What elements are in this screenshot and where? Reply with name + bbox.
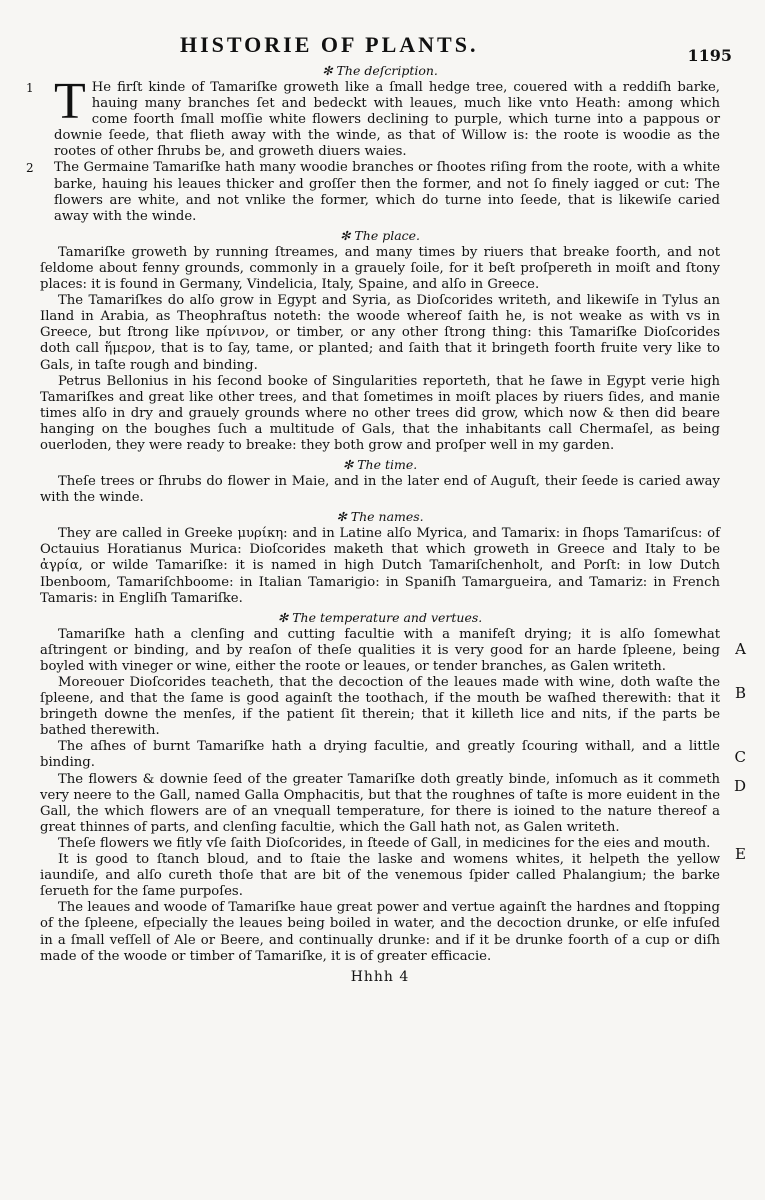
virtues-paragraph-d2: Theſe flowers we fitly vſe ſaith Dioſcorides, in ſteede of Gall, in medicines for the eies and mouth.: [58, 835, 711, 851]
time-paragraph-1: Theſe trees or ſhrubs do flower in Maie, and in the later end of Auguſt, their ſeede is caried away with the winde.: [40, 474, 720, 506]
description-paragraph-2: [26, 160, 720, 224]
heading-place: ✻ The place.: [339, 227, 421, 243]
virtues-paragraph-c: [40, 739, 746, 771]
names-paragraph-1: They are called in Greeke μυρίκη: and in Latine alſo Myrica, and Tamarix: in ſhops Tamariſcus: of Octauius Horatianus Murica: Dioſcorides maketh that which groweth in Greece and Italy to be ἀγρία, or wilde Tamariſke: it is named in high Dutch Tamariſchenholt, and Porſt: in low Dutch Ibenboom, Tamariſchboome: in Italian Tamarigio: in Spaniſh Tamargueira, and Tamariz: in French Tamaris: in Engliſh Tamariſke.: [40, 526, 720, 606]
paragraph-text: He firſt kinde of Tamariſke groweth like a ſmall hedge tree, couered with a reddiſh barke, hauing many branches ſet and bedeckt with leaues, much like vnto Heath: among which come foorth ſmall moſſie white flowers declining to purple, which turne into a pappous or downie ſeede, that flieth away with the winde, as that of Willow is: the roote is woodie as the rootes of other ſhrubs be, and groweth diuers waies.: [54, 80, 720, 160]
virtues-paragraph-d: [40, 771, 746, 836]
page: [26, 28, 746, 985]
paragraph-text: Moreouer Dioſcorides teacheth, that the decoction of the leaues made with wine, doth waſte the ſpleene, and that the ſame is good againſt the toothach, if the mouth be waſhed therewith: that it bringeth downe the menſes, if the patient ſit therein; that it killeth lice and nits, if the parts be bathed therewith.: [40, 675, 720, 739]
margin-letter-c: C: [734, 748, 746, 767]
paragraph-text: Tamariſke hath a clenſing and cutting facultie with a manifeſt drying; it is alſo ſomewhat aſtringent or binding, and by reaſon of theſe qualities it is very good for an harde ſpleene, being boyled with vineger or wine, either the roote or leaues, or tender branches, as Galen writeth.: [40, 626, 720, 674]
margin-letter-a: A: [735, 639, 746, 658]
place-paragraph-2: The Tamariſkes do alſo grow in Egypt and Syria, as Dioſcorides writeth, and likewiſe in Tylus an Iland in Arabia, as Theophraſtus noteth: the woode whereof ſaith he, is not weake as with vs in Greece, but ſtrong like πρίνινον, or timber, or any other ſtrong thing: this Tamariſke Dioſcorides doth call ἥμερον, that is to ſay, tame, or planted; and ſaith that it bringeth foorth fruite very like to Gals, in taſte rough and binding.: [40, 293, 720, 373]
virtues-paragraph-f: The leaues and woode of Tamariſke haue great power and vertue againſt the hardnes and ſtopping of the ſpleene, eſpecially the leaues being boiled in water, and the decoction drunke, or elſe infuſed in a ſmall veſſell of Ale or Beere, and continually drunke: and if it be drunke foorth of a cup or diſh made of the woode or timber of Tamariſke, it is of greater efficacie.: [40, 900, 720, 964]
page-number: 1195: [687, 46, 732, 65]
signature-mark: Hhhh 4: [350, 968, 410, 985]
paragraph-text: The flowers & downie ſeed of the greater Tamariſke doth greatly binde, inſomuch as it commeth very neere to the Gall, named Galla Omphacitis, but that the roughnes of taſte is more euident in the Gall, the which flowers are of an vnequall temperature, for there is ioined to the nature thereof a great thinnes of parts, and clenſing facultie, which the Gall hath not, as Galen writeth.: [40, 771, 720, 835]
margin-letter-e: E: [735, 845, 746, 864]
heading-temperature: ✻ The temperature and vertues.: [277, 609, 483, 625]
description-paragraph-1: [26, 73, 720, 160]
heading-description: ✻ The deſcription.: [322, 63, 438, 78]
heading-time: ✻ The time.: [342, 457, 418, 473]
paragraph-number: 2: [26, 161, 34, 176]
drop-cap: T: [54, 73, 86, 130]
paragraph-number: 1: [26, 81, 34, 95]
running-title: HISTORIE OF PLANTS.: [180, 32, 479, 57]
virtues-paragraph-a: [40, 626, 746, 675]
virtues-paragraph-b: [40, 675, 746, 739]
paragraph-text: The Germaine Tamariſke hath many woodie branches or ſhootes riſing from the roote, with a white barke, hauing his leaues thicker and groſſer then the former, and not ſo finely iagged or cut: The flowers are white, and not vnlike the former, which do turne into ſeede, that is likewiſe caried away with the winde.: [54, 160, 720, 224]
paragraph-text: It is good to ſtanch bloud, and to ſtaie the laske and womens whites, it helpeth the yellow iaundiſe, and alſo cureth thoſe that are bit of the venemous ſpider called Phalangium; the barke ſerueth for the ſame purpoſes.: [40, 852, 720, 900]
margin-letter-b: B: [734, 684, 746, 702]
paragraph-text: The aſhes of burnt Tamariſke hath a drying facultie, and greatly ſcouring withall, and a little binding.: [40, 739, 720, 771]
virtues-paragraph-e: [40, 845, 746, 900]
page-header: [40, 28, 732, 65]
place-paragraph-1: Tamariſke groweth by running ſtreames, and many times by riuers that breake foorth, and not ſeldome about fenny grounds, commonly in a grauely ſoile, for it beſt proſpereth in moiſt and ſtony places: it is found in Germany, Vindelicia, Italy, Spaine, and alſo in Greece.: [40, 244, 720, 293]
heading-names: ✻ The names.: [336, 509, 424, 525]
margin-letter-d: D: [733, 776, 746, 795]
place-paragraph-3: Petrus Bellonius in his ſecond booke of Singularities reporteth, that he ſawe in Egypt verie high Tamariſkes and great like other trees, and that ſometimes in moiſt places by riuers ſides, and manie times alſo in dry and grauely grounds where no other trees did grow, which now & then did beare hanging on the boughes ſuch a multitude of Gals, that the inhabitants call Chermaſel, as being ouerloden, they were ready to breake: they both grow and proſper well in my garden.: [40, 373, 720, 453]
